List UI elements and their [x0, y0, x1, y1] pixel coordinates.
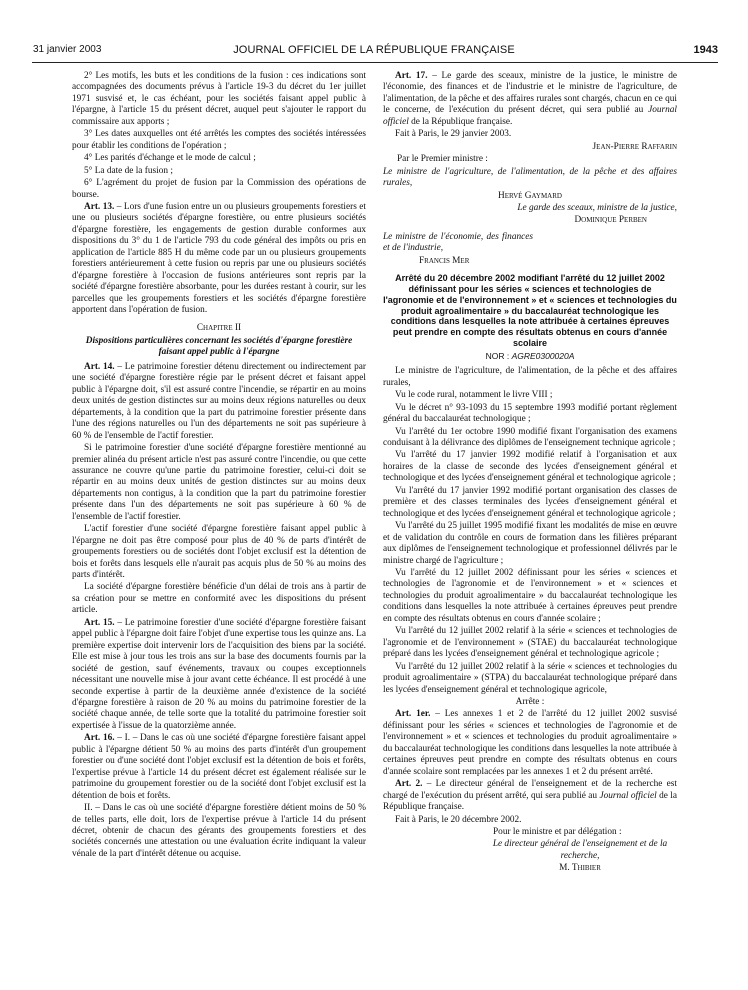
paragraph: L'actif forestier d'une société d'épargne forestière faisant appel public à l'épargne ne doit pas être composé pour plus de 40 % de parts d'intérêt de groupements forestiers ou de sociétés dont l'objet exclusif est la détention de bois et forêts dans lesquels elle n'aurait pas acquis plus de 50 % au moins des parts d'intérêt.: [72, 524, 366, 581]
arrete-heading: Arrête :: [515, 696, 545, 707]
paragraph: 6° L'agrément du projet de fusion par la Commission des opérations de bourse.: [72, 178, 366, 200]
signatory-name: Jean-Pierre Raffarin: [592, 141, 677, 152]
chapter-title: Dispositions particulières concernant les sociétés d'épargne forestière faisant appel public à l'épargne: [85, 335, 353, 358]
article-text: – Le patrimoine forestier détenu directement ou indirectement par une société d'épargne forestière régie par le présent décret et faisant appel public à l'épargne doit, s'il est assuré contre l'incendie, se répartir en au moins deux unités de gestion distinctes sur au moins deux régions naturelles ou deux départements, à la condition que la part du patrimoine forestier présente dans l'une des régions naturelles ou l'un des départements ne soit pas supérieure à 60 % de l'ensemble de l'actif forestier.: [72, 361, 366, 441]
article-text: – Le patrimoine forestier d'une société d'épargne forestière faisant appel public à l'épargne doit faire l'objet d'une expertise tous les quinze ans. La première expertise doit intervenir lors de l'acquisition des biens par la société. Elle est mise à jour tous les trois ans sur la base des documents fournis par la société de gestion, sauf événements, travaux ou coupes exceptionnels nécessitant une nouvelle mise à jour avant cette échéance. Il est procédé à une seconde expertise à partir de la deuxième année d'existence de la société d'épargne forestière à raison de 20 % au moins du patrimoine forestier de la société chaque année, de telle sorte que la totalité du patrimoine forestier soit expertisée à l'issue de la quatorzième année.: [72, 617, 366, 731]
visa: Vu le décret n° 93-1093 du 15 septembre 1993 modifié portant règlement général du baccalauréat technologique ;: [383, 402, 677, 425]
signatory-name: M. Thibier: [559, 863, 601, 874]
signatory-title: Le ministre de l'économie, des finances et de l'industrie,: [383, 231, 533, 254]
article-text: – Les annexes 1 et 2 de l'arrêté du 12 juillet 2002 susvisé définissant pour les séries « sciences et technologies de l'agronomie et de l'environnement » et « sciences et technologies du produit agroalimentaire » du baccalauréat technologique les conditions dans lesquelles la note attribuée à certaines épreuves peut prendre en compte des résultats obtenus en cours d'année scolaire sont remplacées par les annexes 1 et 2 du présent arrêté.: [383, 709, 677, 777]
paragraph: 2° Les motifs, les buts et les conditions de la fusion : ces indications sont accompagnées des documents prévus à l'article 19-3 du décret du 1er juillet 1971 susvisé et, le cas échéant, pour les sociétés faisant appel public à l'épargne, à l'article 15 du présent décret, auquel peut s'ajouter le rapport du commissaire aux apports ;: [72, 71, 366, 127]
header-title: JOURNAL OFFICIEL DE LA RÉPUBLIQUE FRANÇAISE: [233, 44, 515, 56]
signatory-title: Le garde des sceaux, ministre de la justice,: [517, 202, 677, 213]
signatory-title: Le directeur général de l'enseignement et de la recherche,: [492, 839, 668, 861]
signatory-name: Dominique Perben: [574, 215, 647, 226]
article-1: [383, 709, 677, 778]
visa: Vu l'arrêté du 1er octobre 1990 modifié fixant l'organisation des examens conduisant à la délivrance des diplômes de l'enseignement technique agricole ;: [383, 426, 677, 448]
visa: Vu l'arrêté du 25 juillet 1995 modifié fixant les modalités de mise en œuvre et de validation du contrôle en cours de formation dans les filières préparant aux diplômes de l'enseignement technologique et professionnel délivrés par le ministre chargé de l'agriculture ;: [383, 521, 677, 566]
article-text-end: de la République française.: [408, 116, 513, 127]
nor-value: AGRE0300020A: [511, 350, 575, 361]
article-16: [72, 733, 366, 802]
header-rule: [32, 62, 718, 63]
article-label: Art. 1er.: [395, 709, 431, 720]
paragraph: II. – Dans le cas où une société d'épargne forestière détient moins de 50 % de telles parts, elle doit, lors de l'expertise prévue à l'article 14 du présent décret, obtenir de chacun des gérants des groupements forestiers et des sociétés concernés une attestation ou une évaluation écrite indiquant la valeur vénale de la part d'intérêt détenue ou acquise.: [72, 803, 366, 859]
article-label: Art. 16.: [84, 733, 115, 744]
article-14: [72, 362, 366, 442]
signatory-name: Hervé Gaymard: [498, 190, 562, 201]
article-text: – I. – Dans le cas où une société d'épargne forestière faisant appel public à l'épargne détient 50 % au moins des parts d'intérêt d'un groupement forestier ou d'une société dont l'objet exclusif est la détention de bois et forêts, l'expertise prévue à l'article 14 du présent décret est également réalisée sur le patrimoine du groupement forestier ou de la société dont l'objet exclusif est la détention de bois et forêts.: [72, 733, 366, 801]
fait-a-paris: Fait à Paris, le 20 décembre 2002.: [395, 814, 522, 825]
journal-name: Journal officiel: [599, 790, 657, 801]
arrete-title: Arrêté du 20 décembre 2002 modifiant l'arrêté du 12 juillet 2002 définissant pour les séries « sciences et technologies de l'agronomie et de l'environnement » et « sciences et technologies du produit agroalimentaire » du baccalauréat technologique les conditions dans lesquelles la note attribuée à certaines épreuves peut prendre en compte des résultats obtenus en cours d'année scolaire: [383, 273, 677, 349]
fait-a-paris: Fait à Paris, le 29 janvier 2003.: [395, 129, 512, 140]
page-header: [0, 44, 748, 62]
article-label: Art. 2.: [395, 779, 423, 790]
signatory-title: Le ministre de l'agriculture, de l'alimentation, de la pêche et des affaires rurales,: [383, 166, 677, 189]
signature-intro: Par le Premier ministre :: [397, 154, 488, 165]
signature-intro: Pour le ministre et par délégation :: [493, 826, 622, 837]
paragraph: 3° Les dates auxquelles ont été arrêtés les comptes des sociétés intéressées pour établir les conditions de l'opération ;: [72, 129, 366, 151]
visa: Vu l'arrêté du 17 janvier 1992 modifié portant organisation des classes de première et des classes terminales des lycées d'enseignement général et technologique et des lycées d'enseignement général et technologique agricole ;: [383, 485, 677, 519]
article-2: [383, 779, 677, 813]
chapter-heading: Chapitre II: [196, 322, 242, 333]
article-text: – Le directeur général de l'enseignement et de la recherche est chargé de l'exécution du présent arrêté, qui sera publié au: [383, 779, 677, 801]
article-15: [72, 618, 366, 733]
nor-label: NOR :: [485, 350, 512, 361]
article-text: – Lors d'une fusion entre un ou plusieurs groupements forestiers et une ou plusieurs sociétés d'épargne forestière, ou entre plusieurs sociétés d'épargne forestière, les engagements de gestion durable conformes aux dispositions du 3° du 1 de l'article 793 du code général des impôts ou pris en application de l'article 885 H du même code par un ou plusieurs groupements forestiers antérieurement à cette fusion ou repris par une ou plusieurs sociétés d'épargne forestière à l'occasion de fusions antérieures sont repris par la société d'épargne forestière absorbante, pour les durées restant à courir, sur les parcelles que les groupements forestiers et les sociétés d'épargne forestière apportent dans l'opération de fusion.: [72, 201, 367, 316]
signatory-name: Francis Mer: [419, 255, 470, 266]
article-17: [383, 71, 677, 128]
header-date: 31 janvier 2003: [33, 44, 102, 55]
visa: Vu l'arrêté du 17 janvier 1992 modifié relatif à l'organisation et aux horaires de la classe de seconde des lycées d'enseignement général et technologique et des lycées d'enseignement général et technologique agricole ;: [383, 450, 677, 484]
paragraph: La société d'épargne forestière bénéficie d'un délai de trois ans à partir de sa création pour se mettre en conformité avec les dispositions du présent article.: [72, 582, 366, 616]
paragraph: 5° La date de la fusion ;: [84, 165, 173, 176]
paragraph: Le ministre de l'agriculture, de l'alimentation, de la pêche et des affaires rurales,: [383, 366, 677, 388]
article-label: Art. 13.: [84, 201, 115, 212]
article-text: – Le garde des sceaux, ministre de la justice, le ministre de l'économie, des finances et de l'industrie et le ministre de l'agriculture, de l'alimentation, de la pêche et des affaires rurales sont chargés, chacun en ce qui le concerne, de l'exécution du présent décret, qui sera publié au: [383, 71, 677, 116]
article-label: Art. 14.: [84, 361, 115, 372]
page-number: 1943: [693, 44, 718, 56]
article-label: Art. 17.: [395, 71, 428, 81]
visa: Vu l'arrêté du 12 juillet 2002 relatif à la série « sciences et technologies de l'agronomie et de l'environnement » (STAE) du baccalauréat technologique préparé dans les lycées d'enseignement général et technologique agricole ;: [383, 626, 677, 660]
visa: Vu l'arrêté du 12 juillet 2002 définissant pour les séries « sciences et technologies de l'agronomie et de l'environnement » et « sciences et technologies du produit agroalimentaire » du baccalauréat technologique les conditions dans lesquelles la note attribuée à certaines épreuves peut prendre en compte des résultats obtenus en cours d'année scolaire ;: [383, 567, 677, 624]
article-text-end: de la République française.: [383, 790, 678, 813]
right-column: [383, 71, 677, 876]
visa: Vu l'arrêté du 12 juillet 2002 relatif à la série « sciences et technologies du produit agroalimentaire » (STPA) du baccalauréat technologique préparé dans les lycées d'enseignement général et technologique agricole,: [383, 661, 677, 695]
article-13: [72, 202, 366, 317]
article-label: Art. 15.: [84, 617, 115, 628]
journal-name: Journal officiel: [383, 105, 677, 127]
paragraph: Si le patrimoine forestier d'une société d'épargne forestière mentionné au premier alinéa du présent article n'est pas assuré contre l'incendie, ou que cette assurance ne couvre qu'une partie du patrimoine forestier, celui-ci doit se répartir en au moins deux unités de gestion distinctes sur au moins deux départements non contigus, à la condition que la part du patrimoine forestier présente dans l'un des départements ne soit pas supérieure à 60 % de l'ensemble de l'actif forestier.: [72, 443, 366, 522]
paragraph: 4° Les parités d'échange et le mode de calcul ;: [84, 153, 256, 164]
nor-reference: [383, 351, 677, 362]
visa: Vu le code rural, notamment le livre VIII ;: [395, 390, 553, 401]
left-column: [72, 71, 366, 861]
